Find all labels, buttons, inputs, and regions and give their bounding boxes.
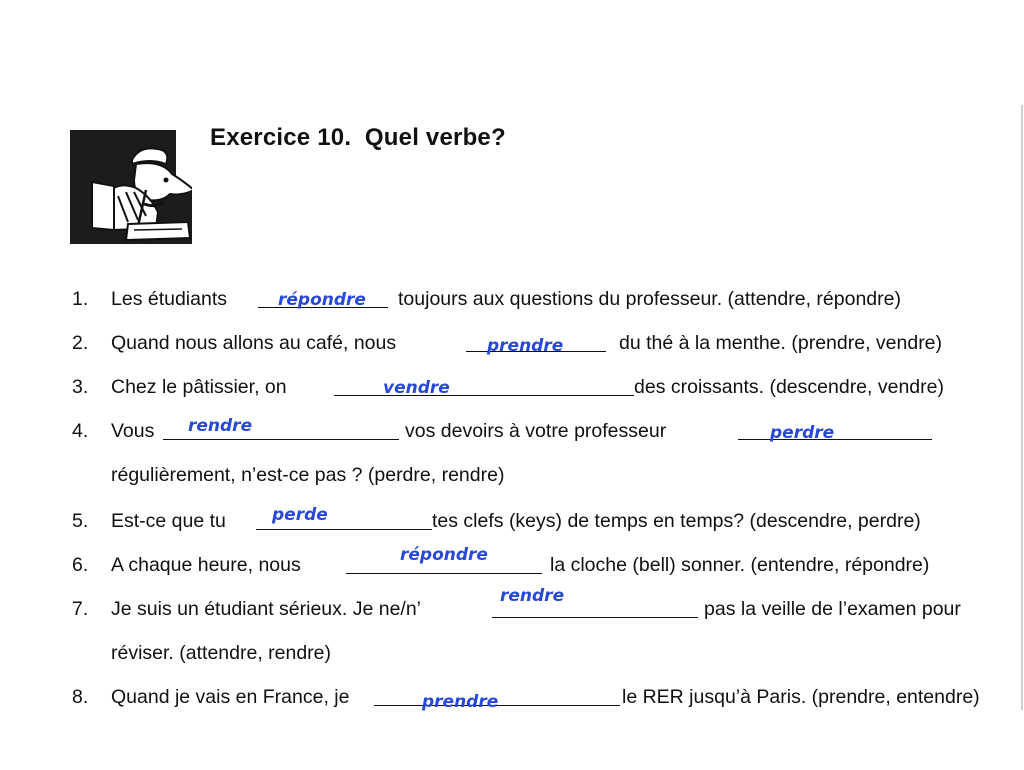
item-number: 5. — [72, 510, 89, 532]
item-text-before: Vous — [111, 420, 155, 442]
item-text-after: tes clefs (keys) de temps en temps? (descendre, perdre) — [432, 510, 921, 532]
item-text-after: des croissants. (descendre, vendre) — [634, 376, 944, 398]
item-text-before: Je suis un étudiant sérieux. Je ne/n’ — [111, 598, 422, 620]
item-text-after: pas la veille de l’examen pour — [704, 598, 961, 620]
answer-blank[interactable] — [492, 617, 698, 618]
item-text-after: du thé à la menthe. (prendre, vendre) — [619, 332, 943, 354]
item-text-before: Les étudiants — [111, 288, 228, 310]
handwritten-answer-2: prendre — [487, 336, 564, 356]
item-number: 1. — [72, 288, 89, 310]
item-number: 6. — [72, 554, 89, 576]
handwritten-answer-8: prendre — [422, 692, 499, 712]
item-number: 3. — [72, 376, 89, 398]
exercise-title: Exercice 10. Quel verbe? — [210, 124, 506, 151]
answer-blank[interactable] — [163, 439, 399, 440]
answer-blank[interactable] — [256, 529, 432, 530]
item-text-middle: vos devoirs à votre professeur — [405, 420, 667, 442]
answer-blank[interactable] — [346, 573, 542, 574]
item-number: 2. — [72, 332, 89, 354]
item-number: 7. — [72, 598, 89, 620]
item-text-before: Est-ce que tu — [111, 510, 226, 532]
item-text-before: Quand nous allons au café, nous — [111, 332, 397, 354]
item-text-before: Quand je vais en France, je — [111, 686, 350, 708]
item-text-after: le RER jusqu’à Paris. (prendre, entendre) — [622, 686, 980, 708]
answer-blank[interactable] — [334, 395, 634, 396]
handwritten-answer-4b: perdre — [770, 423, 835, 443]
item-text-after: toujours aux questions du professeur. (attendre, répondre) — [398, 288, 901, 310]
answer-blank-2[interactable] — [738, 439, 932, 440]
item-number: 4. — [72, 420, 89, 442]
page-edge — [1021, 105, 1023, 710]
handwritten-answer-4a: rendre — [188, 416, 253, 436]
student-writing-icon — [70, 130, 192, 244]
handwritten-answer-1: répondre — [278, 290, 366, 310]
item-text-line2: réviser. (attendre, rendre) — [111, 642, 332, 664]
handwritten-answer-7: rendre — [500, 586, 565, 606]
item-text-before: A chaque heure, nous — [111, 554, 301, 576]
item-number: 8. — [72, 686, 89, 708]
handwritten-answer-3: vendre — [383, 378, 450, 398]
handwritten-answer-5: perde — [272, 505, 328, 525]
item-text-before: Chez le pâtissier, on — [111, 376, 287, 398]
item-text-line2: régulièrement, n’est-ce pas ? (perdre, rendre) — [111, 464, 505, 486]
item-text-after: la cloche (bell) sonner. (entendre, répondre) — [550, 554, 930, 576]
handwritten-answer-6: répondre — [400, 545, 488, 565]
